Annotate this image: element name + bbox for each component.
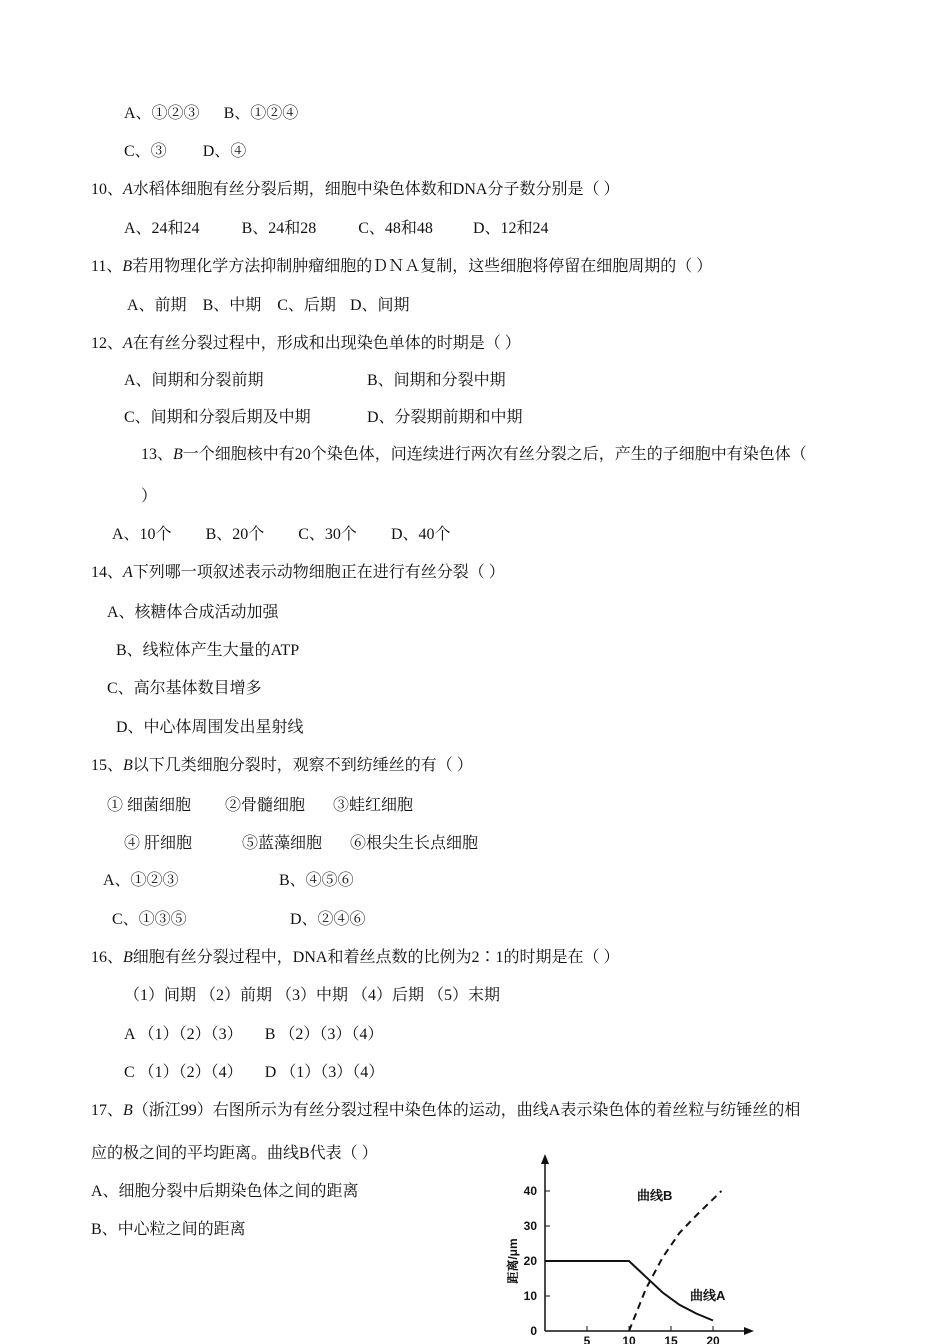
option: C （1）（2）（4）: [124, 1064, 243, 1081]
question-stem: [91, 948, 619, 968]
curve-b-label: 曲线B: [637, 1188, 673, 1203]
curve-a-label: 曲线A: [690, 1288, 726, 1303]
option: A、间期和分裂前期: [124, 372, 264, 389]
option: B、④⑤⑥: [279, 872, 354, 889]
option: A （1）（2）（3）: [124, 1026, 243, 1043]
list-item: ④ 肝细胞: [124, 835, 193, 852]
item-row: [124, 834, 478, 854]
option: B、间期和分裂中期: [367, 372, 506, 389]
option: C、间期和分裂后期及中期: [124, 409, 311, 426]
distance-time-chart: [495, 1150, 765, 1344]
question-text: 细胞有丝分裂过程中，DNA和着丝点数的比例为2∶1的时期是在（ ）: [132, 949, 620, 966]
option: A、细胞分裂中后期染色体之间的距离: [91, 1183, 359, 1200]
curve-b: [629, 1191, 721, 1331]
y-tick-label: 10: [523, 1289, 537, 1303]
y-tick-label: 30: [523, 1219, 537, 1233]
question-text: 以下几类细胞分裂时，观察不到纺缍丝的有（ ）: [132, 757, 473, 774]
option-row: [124, 104, 298, 124]
question-stem: [91, 334, 521, 354]
option: B （2）（3）（4）: [264, 1026, 384, 1043]
question-stem: [91, 1101, 800, 1121]
difficulty-level: B: [123, 949, 133, 966]
question-number: 15、: [91, 757, 124, 774]
question-number: 12、: [91, 335, 124, 352]
list-item: ③蛙红细胞: [333, 797, 414, 814]
y-axis-label: 距离/μm: [506, 1238, 520, 1284]
option: A、核糖体合成活动加强: [107, 604, 279, 621]
y-tick-label: 0: [530, 1324, 537, 1338]
x-tick-label: 10: [622, 1334, 636, 1344]
option: D （1）（3）（4）: [264, 1064, 385, 1081]
question-stem: [91, 180, 619, 200]
x-tick-label: 5: [583, 1334, 591, 1344]
option: B、中期: [202, 297, 262, 314]
option: A、10个: [112, 526, 172, 543]
option: B、①②④: [223, 105, 299, 122]
question-text-continued: 应的极之间的平均距离。曲线B代表（ ）: [91, 1145, 378, 1162]
phase-list: （1）间期 （2）前期 （3）中期 （4）后期 （5）末期: [124, 987, 501, 1004]
question-text: 水稻体细胞有丝分裂后期，细胞中染色体数和DNA分子数分别是（ ）: [132, 181, 620, 198]
difficulty-level: A: [123, 181, 133, 198]
question-stem: [91, 756, 473, 776]
option-row: [112, 525, 451, 545]
question-number: 10、: [91, 181, 124, 198]
option: C、③: [124, 143, 167, 160]
question-text: 一个细胞核中有20个染色体，问连续进行两次有丝分裂之后，产生的子细胞中有染色体（: [182, 446, 807, 463]
question-text: 在有丝分裂过程中，形成和出现染色单体的时期是（ ）: [132, 335, 521, 352]
option: A、前期: [127, 297, 187, 314]
option: B、20个: [205, 526, 265, 543]
option: D、12和24: [472, 220, 549, 237]
curve-a: [545, 1261, 713, 1321]
option: D、④: [202, 143, 247, 160]
option: D、40个: [390, 526, 451, 543]
option: D、中心体周围发出星射线: [116, 719, 304, 736]
item-row: [107, 796, 413, 816]
question-text: 下列哪一项叙述表示动物细胞正在进行有丝分裂（ ）: [132, 564, 505, 581]
option: B、24和28: [241, 220, 317, 237]
question-text: 若用物理化学方法抑制肿瘤细胞的ＤＮＡ复制，这些细胞将停留在细胞周期的（ ）: [132, 258, 713, 275]
option: B、中心粒之间的距离: [91, 1221, 246, 1238]
x-tick-label: 15: [664, 1334, 678, 1344]
option: A、24和24: [124, 220, 200, 237]
x-axis-arrow: [744, 1327, 754, 1335]
question-stem: [141, 445, 807, 465]
question-text-continued: ）: [141, 488, 158, 505]
chart-labels: [505, 1188, 726, 1303]
list-item: ① 细菌细胞: [107, 797, 192, 814]
question-number: 16、: [91, 949, 124, 966]
option: C、①③⑤: [112, 911, 187, 928]
option-row: [124, 1063, 384, 1083]
option: D、分裂期前期和中期: [367, 409, 523, 426]
y-tick-label: 40: [523, 1184, 537, 1198]
question-stem: [91, 563, 505, 583]
list-item: ⑤蓝藻细胞: [242, 835, 323, 852]
option: B、线粒体产生大量的ATP: [116, 642, 300, 659]
difficulty-level: B: [123, 1102, 133, 1119]
chart-curves: [545, 1191, 721, 1331]
option: C、后期: [277, 297, 336, 314]
option: C、高尔基体数目增多: [107, 680, 262, 697]
chart-ticks: [524, 1184, 720, 1344]
option-row: [124, 219, 549, 239]
difficulty-level: B: [173, 446, 183, 463]
list-item: ⑥根尖生长点细胞: [350, 835, 479, 852]
difficulty-level: B: [122, 258, 133, 275]
question-number: 13、: [141, 446, 174, 463]
option: C、48和48: [358, 220, 433, 237]
question-number: 17、: [91, 1102, 124, 1119]
question-number: 11、: [91, 258, 123, 275]
question-text: （浙江99）右图所示为有丝分裂过程中染色体的运动，曲线A表示染色体的着丝粒与纺锤丝的相: [132, 1102, 801, 1119]
question-stem: [91, 257, 712, 277]
option-row: [127, 296, 410, 316]
option-row: [124, 142, 246, 162]
option-row: [124, 1025, 383, 1045]
x-tick-label: 20: [706, 1334, 720, 1344]
option: A、①②③: [103, 872, 179, 889]
option: D、间期: [349, 297, 410, 314]
difficulty-level: B: [123, 757, 133, 774]
option: D、②④⑥: [290, 911, 366, 928]
option: C、30个: [298, 526, 357, 543]
question-number: 14、: [91, 564, 124, 581]
y-axis-arrow: [541, 1154, 549, 1164]
difficulty-level: A: [123, 564, 133, 581]
list-item: ②骨髓细胞: [225, 797, 306, 814]
option: A、①②③: [124, 105, 200, 122]
y-tick-label: 20: [523, 1254, 537, 1268]
chart-axes: [541, 1154, 754, 1335]
difficulty-level: A: [123, 335, 133, 352]
